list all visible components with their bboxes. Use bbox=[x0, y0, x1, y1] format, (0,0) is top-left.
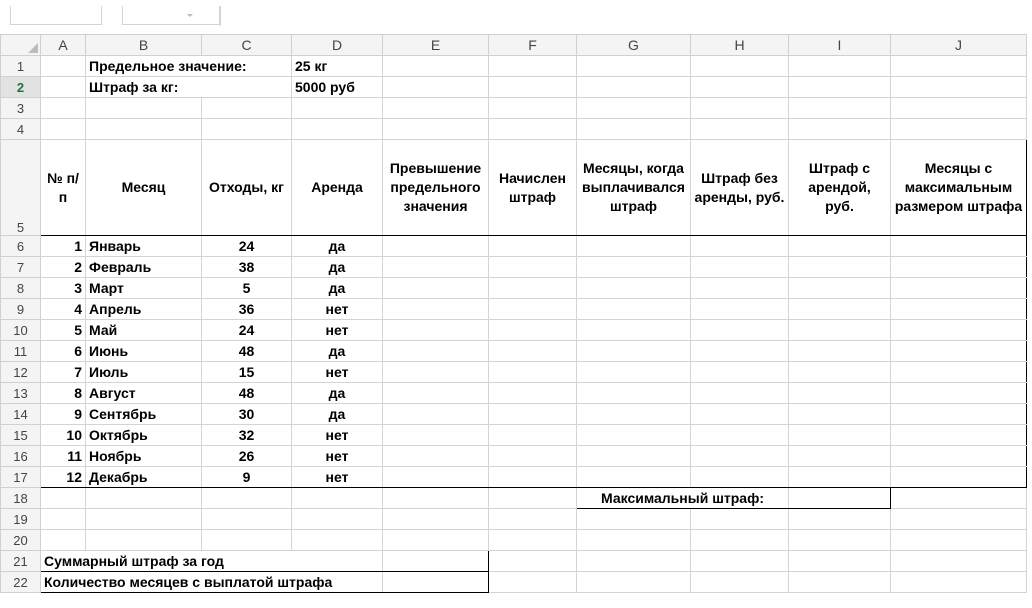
fine-with-rent-cell[interactable] bbox=[789, 299, 891, 320]
excess-cell[interactable] bbox=[383, 383, 489, 404]
cell[interactable] bbox=[577, 530, 691, 551]
month-cell[interactable]: Февраль bbox=[86, 257, 202, 278]
cell[interactable] bbox=[383, 119, 489, 140]
waste-cell[interactable]: 5 bbox=[202, 278, 292, 299]
excess-cell[interactable] bbox=[383, 404, 489, 425]
cell[interactable] bbox=[891, 488, 1027, 509]
cell[interactable] bbox=[691, 119, 789, 140]
header-months-paid[interactable]: Месяцы, когда выплачивался штраф bbox=[577, 140, 691, 236]
rent-cell[interactable]: нет bbox=[292, 425, 383, 446]
months-paid-cell[interactable] bbox=[577, 257, 691, 278]
row-header-1[interactable]: 1 bbox=[1, 56, 41, 77]
cell[interactable] bbox=[489, 56, 577, 77]
cell[interactable] bbox=[891, 509, 1027, 530]
month-cell[interactable]: Сентябрь bbox=[86, 404, 202, 425]
cell[interactable] bbox=[383, 530, 489, 551]
waste-cell[interactable]: 36 bbox=[202, 299, 292, 320]
months-paid-count-value[interactable] bbox=[383, 572, 489, 593]
header-num[interactable]: № п/п bbox=[41, 140, 86, 236]
cell[interactable] bbox=[41, 77, 86, 98]
charged-cell[interactable] bbox=[489, 278, 577, 299]
fine-with-rent-cell[interactable] bbox=[789, 278, 891, 299]
row-header-5[interactable]: 5 bbox=[1, 140, 41, 236]
months-paid-cell[interactable] bbox=[577, 299, 691, 320]
max-months-cell[interactable] bbox=[891, 383, 1027, 404]
column-header-i[interactable]: I bbox=[789, 35, 891, 56]
cell[interactable] bbox=[577, 119, 691, 140]
cell[interactable] bbox=[41, 119, 86, 140]
table-row bbox=[1, 362, 1027, 383]
column-header-e[interactable]: E bbox=[383, 35, 489, 56]
max-months-cell[interactable] bbox=[891, 299, 1027, 320]
fine-no-rent-cell[interactable] bbox=[691, 404, 789, 425]
cell[interactable] bbox=[691, 509, 789, 530]
row-header-22[interactable]: 22 bbox=[1, 572, 41, 593]
cell[interactable] bbox=[789, 572, 891, 593]
charged-cell[interactable] bbox=[489, 341, 577, 362]
column-header-b[interactable]: B bbox=[86, 35, 202, 56]
waste-cell[interactable]: 48 bbox=[202, 383, 292, 404]
rent-cell[interactable]: нет bbox=[292, 446, 383, 467]
excess-cell[interactable] bbox=[383, 362, 489, 383]
header-charged[interactable]: Начислен штраф bbox=[489, 140, 577, 236]
row-header-3[interactable]: 3 bbox=[1, 98, 41, 119]
months-paid-cell[interactable] bbox=[577, 425, 691, 446]
charged-cell[interactable] bbox=[489, 383, 577, 404]
cell[interactable] bbox=[577, 98, 691, 119]
waste-cell[interactable]: 38 bbox=[202, 257, 292, 278]
months-paid-cell[interactable] bbox=[577, 341, 691, 362]
cell[interactable] bbox=[202, 98, 292, 119]
months-paid-cell[interactable] bbox=[577, 278, 691, 299]
cell[interactable] bbox=[489, 98, 577, 119]
charged-cell[interactable] bbox=[489, 257, 577, 278]
row-number[interactable]: 1 bbox=[41, 236, 86, 257]
excess-cell[interactable] bbox=[383, 257, 489, 278]
total-fine-label[interactable]: Суммарный штраф за год bbox=[41, 551, 383, 572]
table-row bbox=[1, 425, 1027, 446]
charged-cell[interactable] bbox=[489, 467, 577, 488]
rent-cell[interactable]: да bbox=[292, 341, 383, 362]
table-row bbox=[1, 446, 1027, 467]
cell[interactable] bbox=[202, 488, 292, 509]
fine-no-rent-cell[interactable] bbox=[691, 299, 789, 320]
cell[interactable] bbox=[41, 98, 86, 119]
charged-cell[interactable] bbox=[489, 404, 577, 425]
row-header[interactable]: 15 bbox=[1, 425, 41, 446]
months-paid-cell[interactable] bbox=[577, 404, 691, 425]
cell[interactable] bbox=[891, 530, 1027, 551]
row-header[interactable]: 16 bbox=[1, 446, 41, 467]
cell[interactable] bbox=[202, 530, 292, 551]
waste-cell[interactable]: 24 bbox=[202, 320, 292, 341]
cell[interactable] bbox=[577, 551, 691, 572]
rent-cell[interactable]: нет bbox=[292, 467, 383, 488]
row-number[interactable]: 2 bbox=[41, 257, 86, 278]
max-fine-label[interactable]: Максимальный штраф: bbox=[577, 488, 789, 509]
fine-value[interactable]: 5000 руб bbox=[292, 77, 383, 98]
row-header[interactable]: 11 bbox=[1, 341, 41, 362]
table-row bbox=[1, 278, 1027, 299]
row-header[interactable]: 8 bbox=[1, 278, 41, 299]
max-months-cell[interactable] bbox=[891, 320, 1027, 341]
rent-cell[interactable]: да bbox=[292, 278, 383, 299]
cell[interactable] bbox=[489, 119, 577, 140]
waste-cell[interactable]: 30 bbox=[202, 404, 292, 425]
month-cell[interactable]: Май bbox=[86, 320, 202, 341]
cell[interactable] bbox=[292, 119, 383, 140]
cell[interactable] bbox=[292, 488, 383, 509]
fine-with-rent-cell[interactable] bbox=[789, 320, 891, 341]
month-cell[interactable]: Июнь bbox=[86, 341, 202, 362]
rent-cell[interactable]: нет bbox=[292, 362, 383, 383]
row-number[interactable]: 9 bbox=[41, 404, 86, 425]
cell[interactable] bbox=[383, 56, 489, 77]
fine-with-rent-cell[interactable] bbox=[789, 383, 891, 404]
row-header-4[interactable]: 4 bbox=[1, 119, 41, 140]
months-paid-cell[interactable] bbox=[577, 467, 691, 488]
cell[interactable] bbox=[41, 509, 86, 530]
formula-bar-area bbox=[0, 0, 1032, 30]
month-cell[interactable]: Март bbox=[86, 278, 202, 299]
header-max-months[interactable]: Месяцы с максимальным размером штрафа bbox=[891, 140, 1027, 236]
column-header-a[interactable]: A bbox=[41, 35, 86, 56]
waste-cell[interactable]: 32 bbox=[202, 425, 292, 446]
cell[interactable] bbox=[691, 77, 789, 98]
cell[interactable] bbox=[577, 509, 691, 530]
select-all-corner[interactable] bbox=[1, 35, 41, 56]
cell[interactable] bbox=[691, 56, 789, 77]
max-months-cell[interactable] bbox=[891, 278, 1027, 299]
month-cell[interactable]: Август bbox=[86, 383, 202, 404]
max-months-cell[interactable] bbox=[891, 404, 1027, 425]
months-paid-count-label[interactable]: Количество месяцев с выплатой штрафа bbox=[41, 572, 383, 593]
waste-cell[interactable]: 26 bbox=[202, 446, 292, 467]
charged-cell[interactable] bbox=[489, 425, 577, 446]
fine-no-rent-cell[interactable] bbox=[691, 383, 789, 404]
cell[interactable] bbox=[489, 488, 577, 509]
column-header-c[interactable]: C bbox=[202, 35, 292, 56]
name-box[interactable] bbox=[10, 6, 102, 25]
max-months-cell[interactable] bbox=[891, 446, 1027, 467]
max-months-cell[interactable] bbox=[891, 341, 1027, 362]
cell[interactable] bbox=[489, 509, 577, 530]
total-fine-value[interactable] bbox=[383, 551, 489, 572]
chevron-down-icon[interactable] bbox=[187, 14, 193, 17]
row-number[interactable]: 7 bbox=[41, 362, 86, 383]
row-header[interactable]: 17 bbox=[1, 467, 41, 488]
column-header-g[interactable]: G bbox=[577, 35, 691, 56]
limit-value[interactable]: 25 кг bbox=[292, 56, 383, 77]
cell[interactable] bbox=[489, 77, 577, 98]
month-cell[interactable]: Июль bbox=[86, 362, 202, 383]
data-rows bbox=[1, 236, 1027, 488]
formula-controls[interactable] bbox=[122, 6, 220, 25]
cell[interactable] bbox=[891, 77, 1027, 98]
fine-no-rent-cell[interactable] bbox=[691, 341, 789, 362]
row-header[interactable]: 9 bbox=[1, 299, 41, 320]
column-header-d[interactable]: D bbox=[292, 35, 383, 56]
cell[interactable] bbox=[86, 509, 202, 530]
excess-cell[interactable] bbox=[383, 278, 489, 299]
fine-no-rent-cell[interactable] bbox=[691, 278, 789, 299]
cell[interactable] bbox=[577, 56, 691, 77]
cell[interactable] bbox=[383, 509, 489, 530]
cell[interactable] bbox=[202, 509, 292, 530]
cell[interactable] bbox=[789, 551, 891, 572]
charged-cell[interactable] bbox=[489, 362, 577, 383]
header-excess[interactable]: Превышение предельного значения bbox=[383, 140, 489, 236]
cell[interactable] bbox=[691, 530, 789, 551]
fine-no-rent-cell[interactable] bbox=[691, 362, 789, 383]
cell[interactable] bbox=[86, 98, 202, 119]
fine-no-rent-cell[interactable] bbox=[691, 446, 789, 467]
cell[interactable] bbox=[86, 530, 202, 551]
months-paid-cell[interactable] bbox=[577, 236, 691, 257]
month-cell[interactable]: Январь bbox=[86, 236, 202, 257]
waste-cell[interactable]: 24 bbox=[202, 236, 292, 257]
cell[interactable] bbox=[891, 551, 1027, 572]
column-header-h[interactable]: H bbox=[691, 35, 789, 56]
header-fine-with-rent[interactable]: Штраф с арендой, руб. bbox=[789, 140, 891, 236]
charged-cell[interactable] bbox=[489, 299, 577, 320]
excess-cell[interactable] bbox=[383, 425, 489, 446]
row-number[interactable]: 10 bbox=[41, 425, 86, 446]
cell[interactable] bbox=[202, 119, 292, 140]
cell[interactable] bbox=[489, 572, 577, 593]
cell[interactable] bbox=[891, 119, 1027, 140]
row-number[interactable]: 8 bbox=[41, 383, 86, 404]
fine-no-rent-cell[interactable] bbox=[691, 257, 789, 278]
table-row bbox=[1, 257, 1027, 278]
table-row bbox=[1, 467, 1027, 488]
select-all-icon bbox=[28, 43, 38, 53]
cell[interactable] bbox=[691, 98, 789, 119]
max-months-cell[interactable] bbox=[891, 257, 1027, 278]
fine-with-rent-cell[interactable] bbox=[789, 404, 891, 425]
row-header-2[interactable]: 2 bbox=[1, 77, 41, 98]
cell[interactable] bbox=[41, 488, 86, 509]
row-header-20[interactable]: 20 bbox=[1, 530, 41, 551]
waste-cell[interactable]: 15 bbox=[202, 362, 292, 383]
row-header[interactable]: 7 bbox=[1, 257, 41, 278]
row-header-21[interactable]: 21 bbox=[1, 551, 41, 572]
charged-cell[interactable] bbox=[489, 446, 577, 467]
row-number[interactable]: 3 bbox=[41, 278, 86, 299]
cell[interactable] bbox=[383, 77, 489, 98]
cell[interactable] bbox=[86, 488, 202, 509]
waste-cell[interactable]: 9 bbox=[202, 467, 292, 488]
row-header-18[interactable]: 18 bbox=[1, 488, 41, 509]
excess-cell[interactable] bbox=[383, 236, 489, 257]
max-months-cell[interactable] bbox=[891, 236, 1027, 257]
row-header-19[interactable]: 19 bbox=[1, 509, 41, 530]
rent-cell[interactable]: да bbox=[292, 236, 383, 257]
months-paid-cell[interactable] bbox=[577, 446, 691, 467]
months-paid-cell[interactable] bbox=[577, 362, 691, 383]
fine-with-rent-cell[interactable] bbox=[789, 467, 891, 488]
cell[interactable] bbox=[383, 488, 489, 509]
fine-with-rent-cell[interactable] bbox=[789, 257, 891, 278]
rent-cell[interactable]: да bbox=[292, 383, 383, 404]
excess-cell[interactable] bbox=[383, 446, 489, 467]
month-cell[interactable]: Апрель bbox=[86, 299, 202, 320]
excess-cell[interactable] bbox=[383, 299, 489, 320]
cell[interactable] bbox=[292, 509, 383, 530]
rent-cell[interactable]: да bbox=[292, 257, 383, 278]
excess-cell[interactable] bbox=[383, 341, 489, 362]
column-header-j[interactable]: J bbox=[891, 35, 1027, 56]
cell[interactable] bbox=[691, 572, 789, 593]
excess-cell[interactable] bbox=[383, 467, 489, 488]
rent-cell[interactable]: нет bbox=[292, 320, 383, 341]
limit-label[interactable]: Предельное значение: bbox=[86, 56, 292, 77]
cell[interactable] bbox=[891, 98, 1027, 119]
fine-no-rent-cell[interactable] bbox=[691, 236, 789, 257]
max-months-cell[interactable] bbox=[891, 467, 1027, 488]
cell[interactable] bbox=[577, 572, 691, 593]
charged-cell[interactable] bbox=[489, 320, 577, 341]
table-row bbox=[1, 299, 1027, 320]
row-number[interactable]: 12 bbox=[41, 467, 86, 488]
rent-cell[interactable]: нет bbox=[292, 299, 383, 320]
months-paid-cell[interactable] bbox=[577, 320, 691, 341]
cell[interactable] bbox=[489, 530, 577, 551]
row-number[interactable]: 6 bbox=[41, 341, 86, 362]
fine-with-rent-cell[interactable] bbox=[789, 446, 891, 467]
formula-bar-divider bbox=[220, 6, 221, 26]
max-months-cell[interactable] bbox=[891, 425, 1027, 446]
cell[interactable] bbox=[789, 77, 891, 98]
row-number[interactable]: 11 bbox=[41, 446, 86, 467]
fine-with-rent-cell[interactable] bbox=[789, 362, 891, 383]
cell[interactable] bbox=[292, 530, 383, 551]
table-row bbox=[1, 236, 1027, 257]
cell[interactable] bbox=[577, 77, 691, 98]
header-waste[interactable]: Отходы, кг bbox=[202, 140, 292, 236]
row-number[interactable]: 4 bbox=[41, 299, 86, 320]
row-number[interactable]: 5 bbox=[41, 320, 86, 341]
cell[interactable] bbox=[41, 56, 86, 77]
table-row bbox=[1, 341, 1027, 362]
cell[interactable] bbox=[691, 551, 789, 572]
column-header-f[interactable]: F bbox=[489, 35, 577, 56]
header-month[interactable]: Месяц bbox=[86, 140, 202, 236]
cell[interactable] bbox=[891, 572, 1027, 593]
months-paid-cell[interactable] bbox=[577, 383, 691, 404]
rent-cell[interactable]: да bbox=[292, 404, 383, 425]
cell[interactable] bbox=[292, 98, 383, 119]
table-row bbox=[1, 320, 1027, 341]
cell[interactable] bbox=[383, 98, 489, 119]
row-header[interactable]: 14 bbox=[1, 404, 41, 425]
fine-label[interactable]: Штраф за кг: bbox=[86, 77, 292, 98]
excess-cell[interactable] bbox=[383, 320, 489, 341]
row-header[interactable]: 12 bbox=[1, 362, 41, 383]
fine-no-rent-cell[interactable] bbox=[691, 467, 789, 488]
waste-cell[interactable]: 48 bbox=[202, 341, 292, 362]
fine-with-rent-cell[interactable] bbox=[789, 341, 891, 362]
charged-cell[interactable] bbox=[489, 236, 577, 257]
fine-no-rent-cell[interactable] bbox=[691, 425, 789, 446]
cell[interactable] bbox=[789, 56, 891, 77]
max-fine-value[interactable] bbox=[789, 488, 891, 509]
row-header[interactable]: 6 bbox=[1, 236, 41, 257]
cell[interactable] bbox=[789, 119, 891, 140]
cell[interactable] bbox=[41, 530, 86, 551]
cell[interactable] bbox=[489, 551, 577, 572]
spreadsheet-grid bbox=[0, 34, 1027, 593]
table-row bbox=[1, 404, 1027, 425]
table-row bbox=[1, 383, 1027, 404]
cell[interactable] bbox=[891, 56, 1027, 77]
fine-with-rent-cell[interactable] bbox=[789, 425, 891, 446]
cell[interactable] bbox=[789, 98, 891, 119]
month-cell[interactable]: Ноябрь bbox=[86, 446, 202, 467]
header-rent[interactable]: Аренда bbox=[292, 140, 383, 236]
max-months-cell[interactable] bbox=[891, 362, 1027, 383]
row-header[interactable]: 10 bbox=[1, 320, 41, 341]
row-header[interactable]: 13 bbox=[1, 383, 41, 404]
cell[interactable] bbox=[789, 530, 891, 551]
month-cell[interactable]: Октябрь bbox=[86, 425, 202, 446]
month-cell[interactable]: Декабрь bbox=[86, 467, 202, 488]
fine-with-rent-cell[interactable] bbox=[789, 236, 891, 257]
cell[interactable] bbox=[789, 509, 891, 530]
cell[interactable] bbox=[86, 119, 202, 140]
fine-no-rent-cell[interactable] bbox=[691, 320, 789, 341]
header-fine-no-rent[interactable]: Штраф без аренды, руб. bbox=[691, 140, 789, 236]
